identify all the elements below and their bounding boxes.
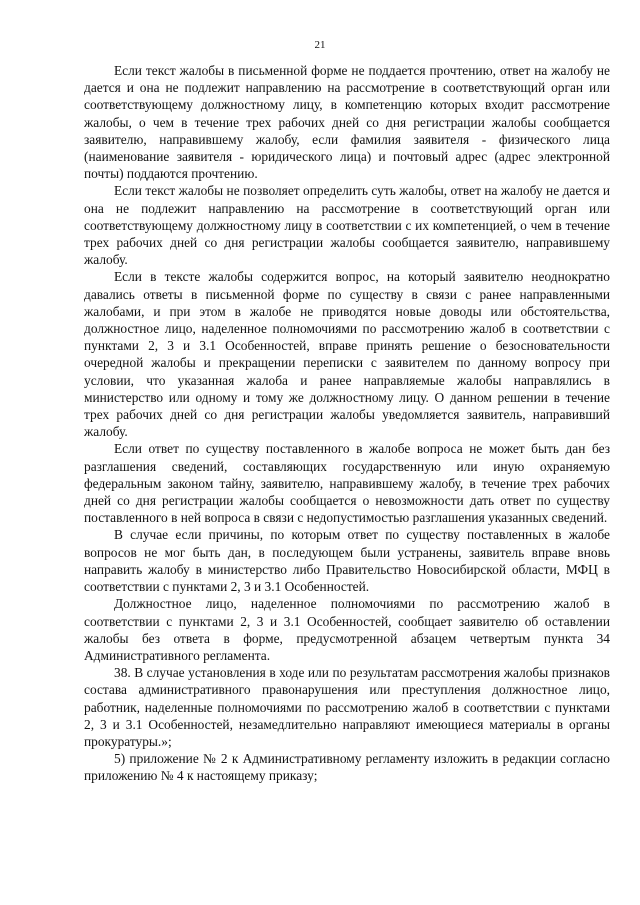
paragraph-item-5-appendix: 5) приложение № 2 к Административному регламенту изложить в редакции согласно приложению № 4 к настоящему приказу;	[84, 751, 610, 784]
paragraph-leaving-without-answer: Должностное лицо, наделенное полномочиями по рассмотрению жалоб в соответствии с пунктами 2, 3 и 3.1 Особенностей, сообщает заявителю об оставлении жалобы без ответа в форме, предусмотренной абзацем четвертым пункта 34 Административного регламента.	[84, 596, 610, 663]
paragraph-reasons-eliminated: В случае если причины, по которым ответ по существу поставленных в жалобе вопросов не мог быть дан, в последующем были устранены, заявитель вправе вновь направить жалобу в министерство либо Правительство Новосибирской области, МФЦ в соответствии с пунктами 2, 3 и 3.1 Особенностей.	[84, 527, 610, 595]
paragraph-state-secret: Если ответ по существу поставленного в жалобе вопроса не может быть дан без разглашения сведений, составляющих государственную или иную охраняемую федеральным законом тайну, заявителю, направившему жалобу, в течение трех рабочих дней со дня регистрации жалобы сообщается о невозможности дать ответ по существу поставленного в ней вопроса в связи с недопустимостью разглашения указанных сведений.	[84, 441, 610, 526]
paragraph-item-38: 38. В случае установления в ходе или по результатам рассмотрения жалобы признаков состава административного правонарушения или преступления должностное лицо, работник, наделенные полномочиями по рассмотрению жалоб в соответствии с пунктами 2, 3 и 3.1 Особенностей, незамедлительно направляют имеющиеся материалы в органы прокуратуры.»;	[84, 665, 610, 749]
paragraph-undeterminable-essence: Если текст жалобы не позволяет определить суть жалобы, ответ на жалобу не дается и она не подлежит направлению на рассмотрение в соответствующий орган или соответствующему должностному лицу в соответствии с их компетенцией, о чем в течение трех рабочих дней со дня регистрации жалобы сообщается заявителю, направившему жалобу.	[84, 183, 610, 268]
page-number: 21	[314, 39, 326, 51]
paragraph-unreadable-complaint: Если текст жалобы в письменной форме не поддается прочтению, ответ на жалобу не дается и она не подлежит направлению на рассмотрение в соответствующий орган или соответствующему должностному лицу, в компетенцию которых входит рассмотрение жалобы, о чем в течение трех рабочих дней со дня регистрации жалобы сообщается заявителю, направившему жалобу, если фамилия заявителя - физического лица (наименование заявителя - юридического лица) и почтовый адрес (адрес электронной почты) поддаются прочтению.	[84, 63, 610, 182]
paragraph-repeated-question: Если в тексте жалобы содержится вопрос, на который заявителю неоднократно давались ответы в письменной форме по существу в связи с ранее направленными жалобами, и при этом в жалобе не приводятся новые доводы или обстоятельства, должностное лицо, наделенное полномочиями по рассмотрению жалоб в соответствии с пунктами 2, 3 и 3.1 Особенностей, вправе принять решение о безосновательности очередной жалобы и прекращении переписки с заявителем по данному вопросу при условии, что указанная жалоба и ранее направляемые жалобы направлялись в министерство или одному и тому же должностному лицу. О данном решении в течение трех рабочих дней со дня регистрации жалобы уведомляется заявитель, направивший жалобу.	[84, 269, 610, 440]
document-body	[84, 62, 610, 785]
